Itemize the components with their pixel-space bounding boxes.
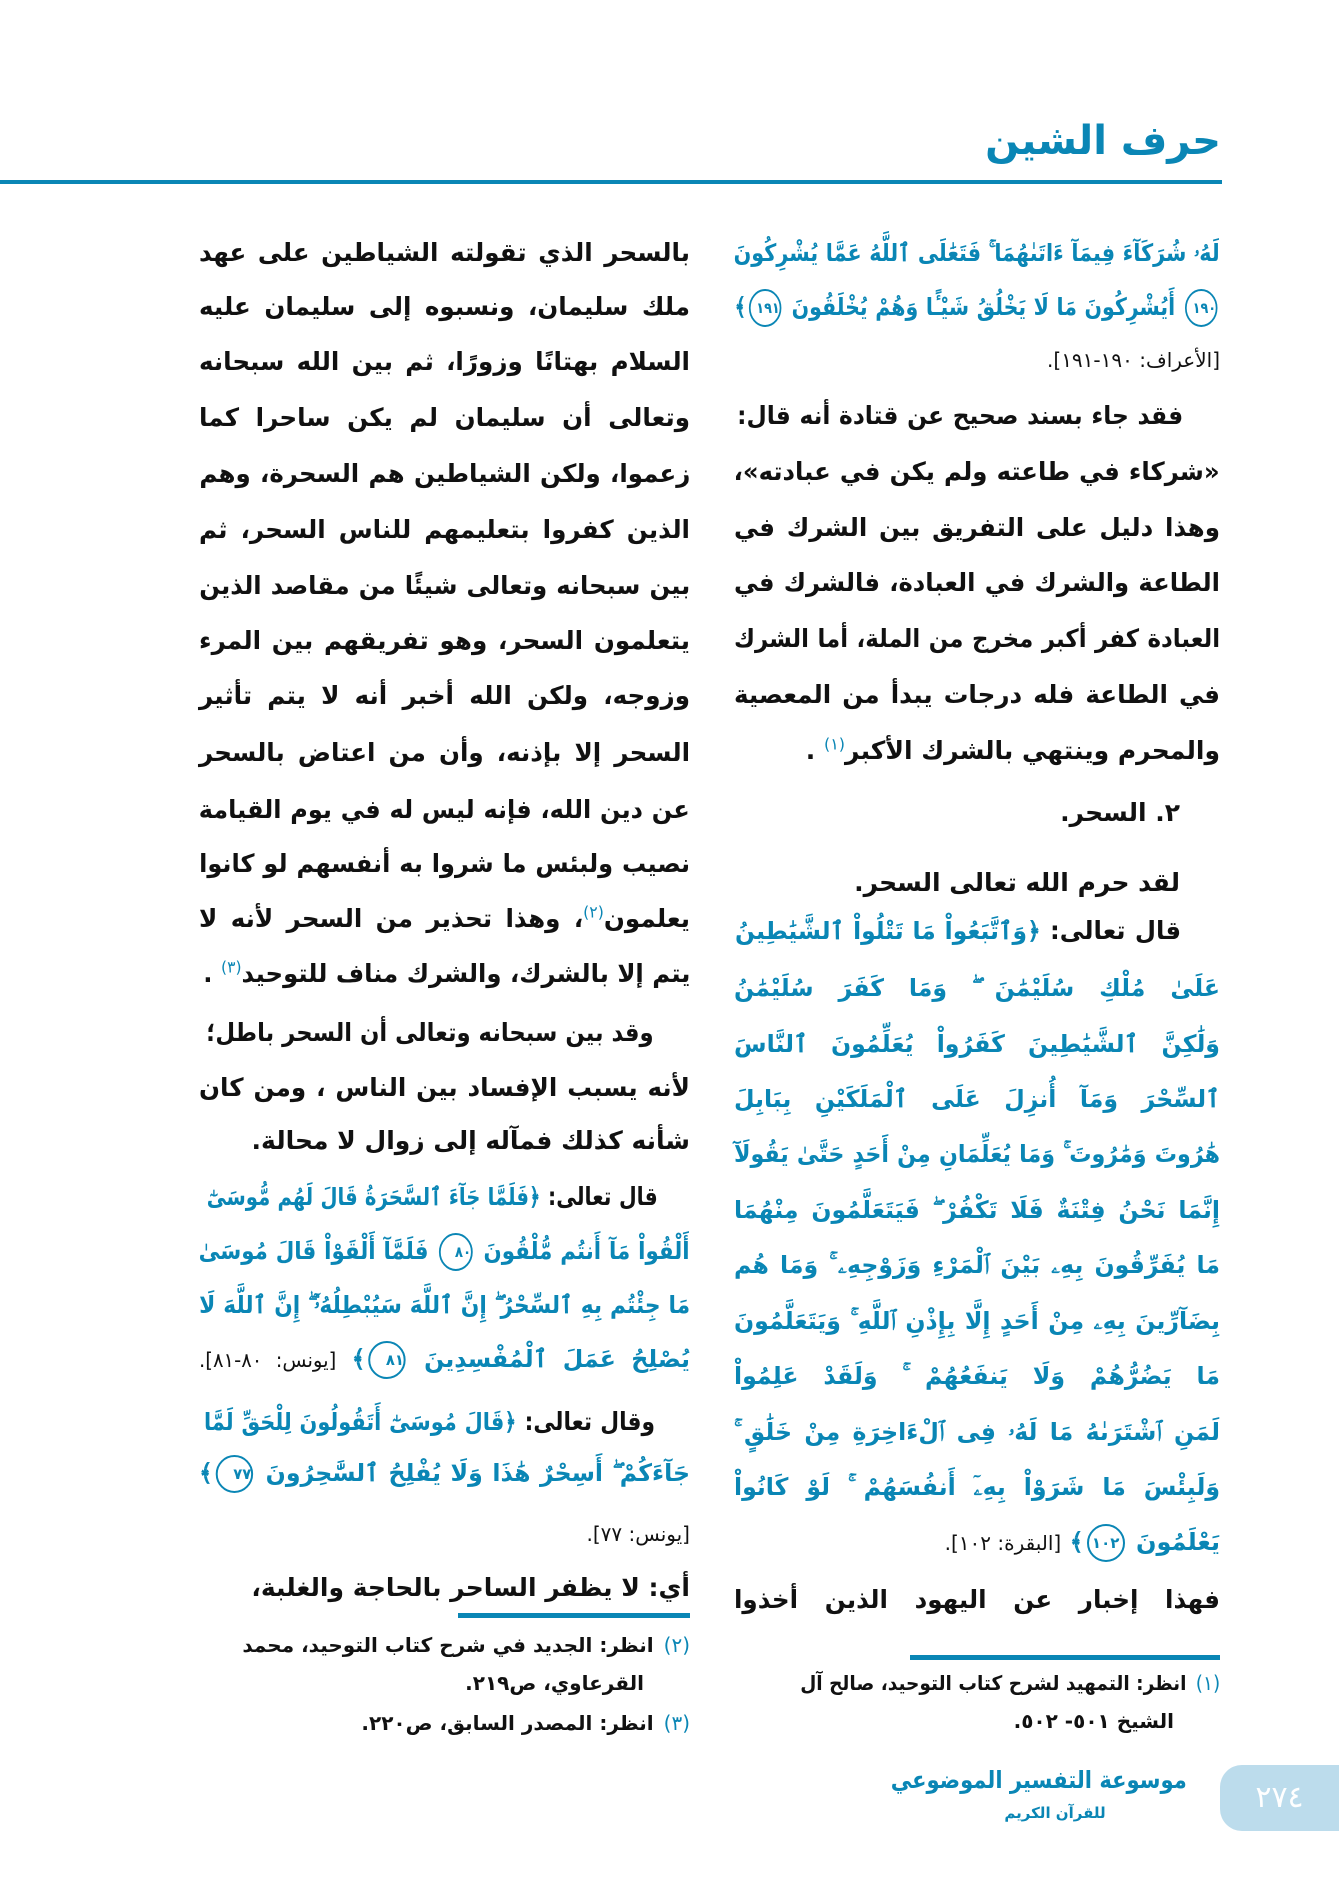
quran-text: مَا يُفَرِّقُونَ بِهِۦ بَيْنَ ٱلْمَرْءِ وَزَوْجِهِۦ ۚ وَمَا هُم <box>734 1251 1220 1280</box>
text-line <box>734 1126 1220 1182</box>
text-line <box>734 611 1220 667</box>
footnote-marker: (٢) <box>583 903 604 923</box>
ayah-number-marker: ١٩١ <box>749 289 781 327</box>
text-line <box>199 613 690 669</box>
text-line <box>734 1348 1220 1404</box>
footnote-continuation: الشيخ ٥٠١- ٥٠٢. <box>1013 1709 1174 1733</box>
quran-text: لَهُۥ شُرَكَآءَ فِيمَآ ءَاتَىٰهُمَا ۚ فَتَعَٰلَى ٱللَّهُ عَمَّا يُشْرِكُونَ <box>734 239 1220 268</box>
quran-text: يَعْلَمُونَ <box>1127 1528 1220 1557</box>
body-text: يتعلمون السحر، وهو تفريقهم بين المرء <box>199 626 690 656</box>
text-line <box>199 334 690 390</box>
text-line <box>195 1505 690 1561</box>
text-line <box>734 1016 1220 1072</box>
text-line <box>735 903 1220 959</box>
text-line <box>734 1459 1220 1515</box>
body-text: والمحرم وينتهي بالشرك الأكبر <box>845 735 1220 765</box>
body-text: وقال تعالى: <box>516 1406 656 1436</box>
quran-text: ﴾ <box>1061 1528 1084 1557</box>
body-text: بين سبحانه وتعالى شيئًا من مقاصد الذين <box>199 570 690 600</box>
chapter-title: حرف الشين <box>985 118 1221 164</box>
footnote <box>800 1664 1220 1702</box>
text-line <box>734 1071 1220 1127</box>
body-text: عن دين الله، فإنه ليس له في يوم القيامة <box>199 794 690 824</box>
body-text: لقد حرم الله تعالى السحر. <box>854 868 1180 898</box>
text-line <box>199 1060 690 1116</box>
footnote-marker: (١) <box>823 734 846 754</box>
encyclopedia-logo <box>890 1758 1205 1838</box>
text-line <box>734 500 1220 556</box>
text-line <box>199 558 690 614</box>
body-text: ، وهذا تحذير من السحر لأنه لا <box>199 904 584 934</box>
footnote-number: (٣) <box>663 1711 690 1735</box>
body-text: بالسحر الذي تقولته الشياطين على عهد <box>199 238 690 268</box>
body-text: قال تعالى: <box>540 1181 658 1211</box>
text-line <box>199 279 690 335</box>
footnote-divider-left <box>458 1613 690 1618</box>
text-line <box>734 667 1220 723</box>
text-line <box>199 1331 690 1387</box>
logo-title: موسوعة التفسير الموضوعي <box>890 1766 1187 1794</box>
body-text: فقد جاء بسند صحيح عن قتادة أنه قال: <box>736 400 1183 430</box>
page-number-tab: ٢٧٤ <box>1220 1765 1339 1831</box>
footnote-marker: (٣) <box>220 957 242 977</box>
verse-reference: [يونس: ٨٠-٨١]. <box>199 1348 337 1373</box>
quran-text: أَيُشْرِكُونَ مَا لَا يَخْلُقُ شَيْـًٔا وَهُمْ يُخْلَقُونَ <box>783 293 1183 322</box>
footnote-number: (١) <box>1195 1671 1220 1695</box>
body-text: أي: لا يظفر الساحر بالحاجة والغلبة، <box>251 1573 690 1603</box>
body-text: وتعالى أن سليمان لم يكن ساحرا كما <box>199 403 690 433</box>
body-text: شأنه كذلك فمآله إلى زوال لا محالة. <box>251 1126 690 1156</box>
quran-text: أَلْقُواْ مَآ أَنتُم مُّلْقُونَ <box>475 1236 690 1265</box>
quran-text: بِضَآرِّينَ بِهِۦ مِنْ أَحَدٍ إِلَّا بِإِذْنِ ٱللَّهِ ۚ وَيَتَعَلَّمُونَ <box>734 1306 1220 1335</box>
footnote-text: انظر: الجديد في شرح كتاب التوحيد، محمد <box>242 1633 654 1657</box>
quran-text: إِنَّمَا نَحْنُ فِتْنَةٌ فَلَا تَكْفُرْ ۖ فَيَتَعَلَّمُونَ مِنْهُمَا <box>734 1195 1220 1224</box>
ayah-number-marker: ٨٠ <box>439 1233 473 1271</box>
text-line <box>199 1277 690 1333</box>
verse-reference: [يونس: ٧٧]. <box>586 1521 690 1546</box>
text-line <box>734 1182 1220 1238</box>
quran-text: فَلَمَّآ أَلْقَوْاْ قَالَ مُوسَىٰ <box>199 1236 437 1265</box>
text-line <box>199 782 690 838</box>
quran-text: ﴿فَلَمَّا جَآءَ ٱلسَّحَرَةُ قَالَ لَهُم مُّوسَىٰٓ <box>206 1182 541 1211</box>
footnote-divider-right <box>910 1655 1220 1660</box>
body-text: زعموا، ولكن الشياطين هم السحرة، وهم <box>199 458 690 488</box>
text-line <box>199 836 690 892</box>
text-line <box>734 279 1220 335</box>
body-text: قال تعالى: <box>1040 916 1182 946</box>
quran-text: ﴿وَٱتَّبَعُواْ مَا تَتْلُواْ ٱلشَّيَٰطِينُ <box>735 917 1041 946</box>
text-line <box>199 1223 690 1279</box>
footnote-continuation: القرعاوي، ص٢١٩. <box>465 1671 644 1695</box>
footnote-number: (٢) <box>663 1633 690 1657</box>
text-line <box>730 785 1220 841</box>
quran-text: ٱلسِّحْرَ وَمَآ أُنزِلَ عَلَى ٱلْمَلَكَيْنِ بِبَابِلَ <box>734 1084 1220 1113</box>
left-column <box>195 0 690 1890</box>
footnote-text: انظر: المصدر السابق، ص٢٢٠. <box>361 1711 654 1735</box>
body-text: وزوجه، ولكن الله أخبر أنه لا يتم تأثير <box>199 681 690 711</box>
text-line <box>199 225 690 281</box>
body-text: السلام بهتانًا وزورًا، ثم بين الله سبحانه <box>199 346 690 376</box>
text-line <box>199 1445 690 1501</box>
body-text: وهذا دليل على التفريق بين الشرك في <box>734 512 1220 542</box>
text-line <box>199 725 690 781</box>
verse-reference: [البقرة: ١٠٢]. <box>944 1531 1062 1556</box>
text-line <box>199 502 690 558</box>
text-line <box>204 1394 690 1450</box>
body-text: ٢. السحر. <box>1060 798 1180 828</box>
quran-text: وَلَبِئْسَ مَا شَرَوْاْ بِهِۦٓ أَنفُسَهُمْ ۚ لَوْ كَانُواْ <box>734 1472 1220 1501</box>
body-text: نصيب ولبئس ما شروا به أنفسهم لو كانوا <box>199 848 690 878</box>
text-line <box>734 1293 1220 1349</box>
quran-text: يُصْلِحُ عَمَلَ ٱلْمُفْسِدِينَ <box>408 1345 690 1374</box>
text-line <box>730 331 1220 387</box>
footnote <box>361 1704 690 1742</box>
text-line <box>199 891 690 947</box>
text-line <box>195 1113 690 1169</box>
quran-text: مَا يَضُرُّهُمْ وَلَا يَنفَعُهُمْ ۚ وَلَقَدْ عَلِمُواْ <box>734 1362 1220 1391</box>
quran-text: عَلَىٰ مُلْكِ سُلَيْمَٰنَ ۖ وَمَا كَفَرَ سُلَيْمَٰنُ <box>734 974 1220 1003</box>
footnote <box>242 1626 690 1664</box>
body-text: الذين كفروا بتعليمهم للناس السحر، ثم <box>199 515 690 545</box>
text-line <box>734 1572 1220 1628</box>
text-line <box>195 1560 690 1616</box>
text-line <box>199 946 690 1002</box>
quran-text: وَلَٰكِنَّ ٱلشَّيَٰطِينَ كَفَرُواْ يُعَلِّمُونَ ٱلنَّاسَ <box>734 1029 1220 1058</box>
right-column <box>730 0 1220 1890</box>
verse-reference: [الأعراف: ١٩٠-١٩١]. <box>1047 348 1220 373</box>
footnote-text: انظر: التمهيد لشرح كتاب التوحيد، صالح آل <box>800 1671 1187 1695</box>
body-text: يتم إلا بالشرك، والشرك مناف للتوحيد <box>241 958 690 988</box>
body-text: السحر إلا بإذنه، وأن من اعتاض بالسحر <box>199 738 690 768</box>
text-line <box>730 723 1220 779</box>
body-text: يعلمون <box>603 904 690 934</box>
text-line <box>203 1005 690 1061</box>
quran-text: هَٰرُوتَ وَمَٰرُوتَ ۚ وَمَا يُعَلِّمَانِ مِنْ أَحَدٍ حَتَّىٰ يَقُولَآ <box>734 1140 1220 1169</box>
quran-text: جَآءَكُمْ ۖ أَسِحْرٌ هَٰذَا وَلَا يُفْلِحُ ٱلسَّٰحِرُونَ <box>256 1458 690 1487</box>
body-text: لأنه يسبب الإفساد بين الناس ، ومن كان <box>199 1073 690 1103</box>
body-text: . <box>805 735 824 765</box>
text-line <box>734 1237 1220 1293</box>
text-line <box>199 446 690 502</box>
text-line <box>737 388 1220 444</box>
quran-text: ﴾ <box>336 1345 366 1374</box>
body-text: «شركاء في طاعته ولم يكن في عبادته»، <box>734 457 1220 487</box>
text-line <box>199 390 690 446</box>
text-line <box>734 444 1220 500</box>
text-line <box>734 1404 1220 1460</box>
ayah-number-marker: ١٠٢ <box>1087 1524 1125 1562</box>
text-line <box>734 225 1220 281</box>
ayah-number-marker: ١٩٠ <box>1185 289 1217 327</box>
body-text: ملك سليمان، ونسبوه إلى سليمان عليه <box>199 292 690 322</box>
quran-text: لَمَنِ ٱشْتَرَىٰهُ مَا لَهُۥ فِى ٱلْءَاخِرَةِ مِنْ خَلَٰقٍ ۚ <box>734 1417 1220 1446</box>
logo-subtitle: للقرآن الكريم <box>1004 1804 1106 1822</box>
text-line <box>730 1514 1220 1570</box>
ayah-number-marker: ٨١ <box>368 1341 405 1379</box>
body-text: وقد بين سبحانه وتعالى أن السحر باطل؛ <box>206 1017 654 1047</box>
text-line <box>199 668 690 724</box>
quran-text: مَا جِئْتُم بِهِ ٱلسِّحْرُ ۖ إِنَّ ٱللَّهَ سَيُبْطِلُهُۥٓ ۖ إِنَّ ٱللَّهَ لَا <box>199 1291 690 1319</box>
body-text: في الطاعة فله درجات يبدأ من المعصية <box>734 680 1220 710</box>
body-text: الطاعة والشرك في العبادة، فالشرك في <box>734 568 1220 598</box>
text-line <box>734 555 1220 611</box>
quran-text: ﴾ <box>199 1458 213 1487</box>
body-text: فهذا إخبار عن اليهود الذين أخذوا <box>734 1585 1220 1615</box>
body-text: . <box>202 958 221 988</box>
quran-text: ﴿قَالَ مُوسَىٰٓ أَتَقُولُونَ لِلْحَقِّ لَمَّا <box>204 1407 517 1436</box>
text-line <box>206 1169 690 1225</box>
body-text: العبادة كفر أكبر مخرج من الملة، أما الشرك <box>734 623 1220 653</box>
quran-text: ﴾ <box>734 293 747 322</box>
ayah-number-marker: ٧٧ <box>216 1455 253 1493</box>
text-line <box>734 960 1220 1016</box>
